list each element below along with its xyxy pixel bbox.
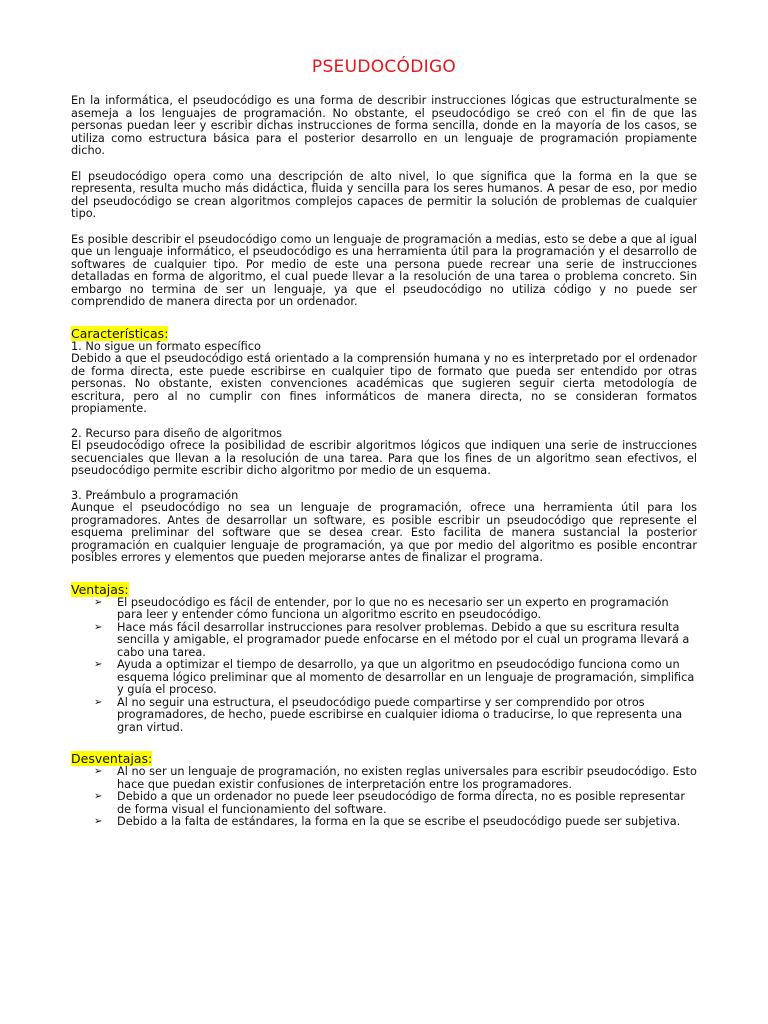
arrow-bullet-icon: ➢ — [94, 816, 103, 827]
ventaja-2-text: Hace más fácil desarrollar instrucciones para resolver problemas. Debido a que su escritura resulta sencilla y amigable, el programador puede enfocarse en el método por el cual un programa llevará a cabo una tarea. — [117, 620, 690, 659]
ventaja-4-text: Al no seguir una estructura, el pseudocódigo puede compartirse y ser comprendido por otros programadores, de hecho, puede escribirse en cualquier idioma o traducirse, lo que representa una gran virtud. — [117, 695, 683, 734]
desventajas-list — [71, 766, 697, 829]
list-item — [71, 791, 697, 816]
caracteristica-3-title: 3. Preámbulo a programación — [71, 488, 239, 502]
arrow-bullet-icon: ➢ — [94, 621, 103, 633]
document-content — [71, 56, 697, 839]
list-item — [71, 697, 697, 735]
desventaja-2-text: Debido a que un ordenador no puede leer pseudocódigo de forma directa, no es posible representar de forma visual el funcionamiento del software. — [117, 790, 685, 816]
arrow-bullet-icon: ➢ — [94, 696, 103, 708]
ventajas-list — [71, 597, 697, 735]
desventajas-heading — [71, 752, 697, 766]
caracteristica-2-body: El pseudocódigo ofrece la posibilidad de escribir algoritmos lógicos que indiquen una serie de instrucciones secuenciales que llevan a la resolución de una tarea. Para que los fines de un algoritmo sean efectivos, el pseudocódigo permite escribir dicho algoritmo por medio de un esquema. — [71, 439, 697, 477]
desventaja-3-text: Debido a la falta de estándares, la forma en la que se escribe el pseudocódigo puede ser subjetiva. — [117, 815, 681, 828]
arrow-bullet-icon: ➢ — [94, 766, 103, 777]
ventajas-heading-text: Ventajas: — [71, 581, 129, 597]
intro-paragraph-3: Es posible describir el pseudocódigo como un lenguaje de programación a medias, esto se debe a que al igual que un lenguaje informático, el pseudocódigo es una herramienta útil para la programación y el desarrollo de softwares de cualquier tipo. Por medio de este una persona puede recrear una serie de instrucciones detalladas en forma de algoritmo, el cual puede llevar a la resolución de una tarea o problema concreto. Sin embargo no termina de ser un lenguaje, ya que el pseudocódigo no utiliza código y no puede ser comprendido de manera directa por un ordenador. — [71, 232, 697, 308]
caracteristica-1-body: Debido a que el pseudocódigo está orientado a la comprensión humana y no es interpretado por el ordenador de forma directa, este puede escribirse en cualquier tipo de formato que pueda ser entendido por otras personas. No obstante, existen convenciones académicas que sugieren seguir cierta metodología de escritura, pero al no cumplir con fines informáticos de manera directa, no se consideran formatos propiamente. — [71, 352, 697, 415]
caracteristica-3-body: Aunque el pseudocódigo no sea un lenguaje de programación, ofrece una herramienta útil para los programadores. Antes de desarrollar un software, es posible escribir un pseudocódigo que represente el esquema preliminar del software que se desea crear. Esto facilita de manera sustancial la posterior programación en cualquier lenguaje de programación, ya que por medio del algoritmo es posible encontrar posibles errores y elementos que pueden mejorarse antes de finalizar el programa. — [71, 501, 697, 564]
list-item — [71, 766, 697, 791]
desventajas-heading-text: Desventajas: — [71, 751, 153, 766]
list-item — [71, 622, 697, 660]
intro-paragraph-2: El pseudocódigo opera como una descripción de alto nivel, lo que significa que la forma en la que se representa, resulta mucho más didáctica, fluida y sencilla para los seres humanos. A pesar de eso, por medio del pseudocódigo se crean algoritmos complejos capaces de permitir la solución de problemas de cualquier tipo. — [71, 169, 697, 220]
arrow-bullet-icon: ➢ — [94, 791, 103, 802]
list-item — [71, 816, 697, 829]
list-item — [71, 659, 697, 697]
list-item — [71, 597, 697, 622]
intro-paragraph-1: En la informática, el pseudocódigo es una forma de describir instrucciones lógicas que estructuralmente se asemeja a los lenguajes de programación. No obstante, el pseudocódigo se creó con el fin de que las personas puedan leer y escribir dichas instrucciones de forma sencilla, donde en la mayoría de los casos, se utiliza como estructura básica para el posterior desarrollo en un lenguaje de programación propiamente dicho. — [71, 94, 697, 157]
document-title: PSEUDOCÓDIGO — [311, 57, 457, 77]
desventaja-1-text: Al no ser un lenguaje de programación, no existen reglas universales para escribir pseudocódigo. Esto hace que puedan existir confusiones de interpretación entre los programadores. — [117, 765, 697, 791]
ventaja-3-text: Ayuda a optimizar el tiempo de desarrollo, ya que un algoritmo en pseudocódigo funciona como un esquema lógico preliminar que al momento de desarrollar en un lenguaje de programación, simplifica y guía el proceso. — [117, 658, 695, 696]
ventaja-1-text: El pseudocódigo es fácil de entender, por lo que no es necesario ser un experto en programación para leer y entender cómo funciona un algoritmo escrito en pseudocódigo. — [117, 595, 669, 621]
caracteristicas-heading — [71, 327, 697, 341]
arrow-bullet-icon: ➢ — [94, 596, 103, 608]
arrow-bullet-icon: ➢ — [94, 659, 103, 670]
caracteristicas-heading-text: Características: — [71, 325, 169, 341]
caracteristica-1-title: 1. No sigue un formato específico — [71, 339, 261, 353]
ventajas-heading — [71, 583, 697, 597]
caracteristica-2-title: 2. Recurso para diseño de algoritmos — [71, 426, 282, 440]
